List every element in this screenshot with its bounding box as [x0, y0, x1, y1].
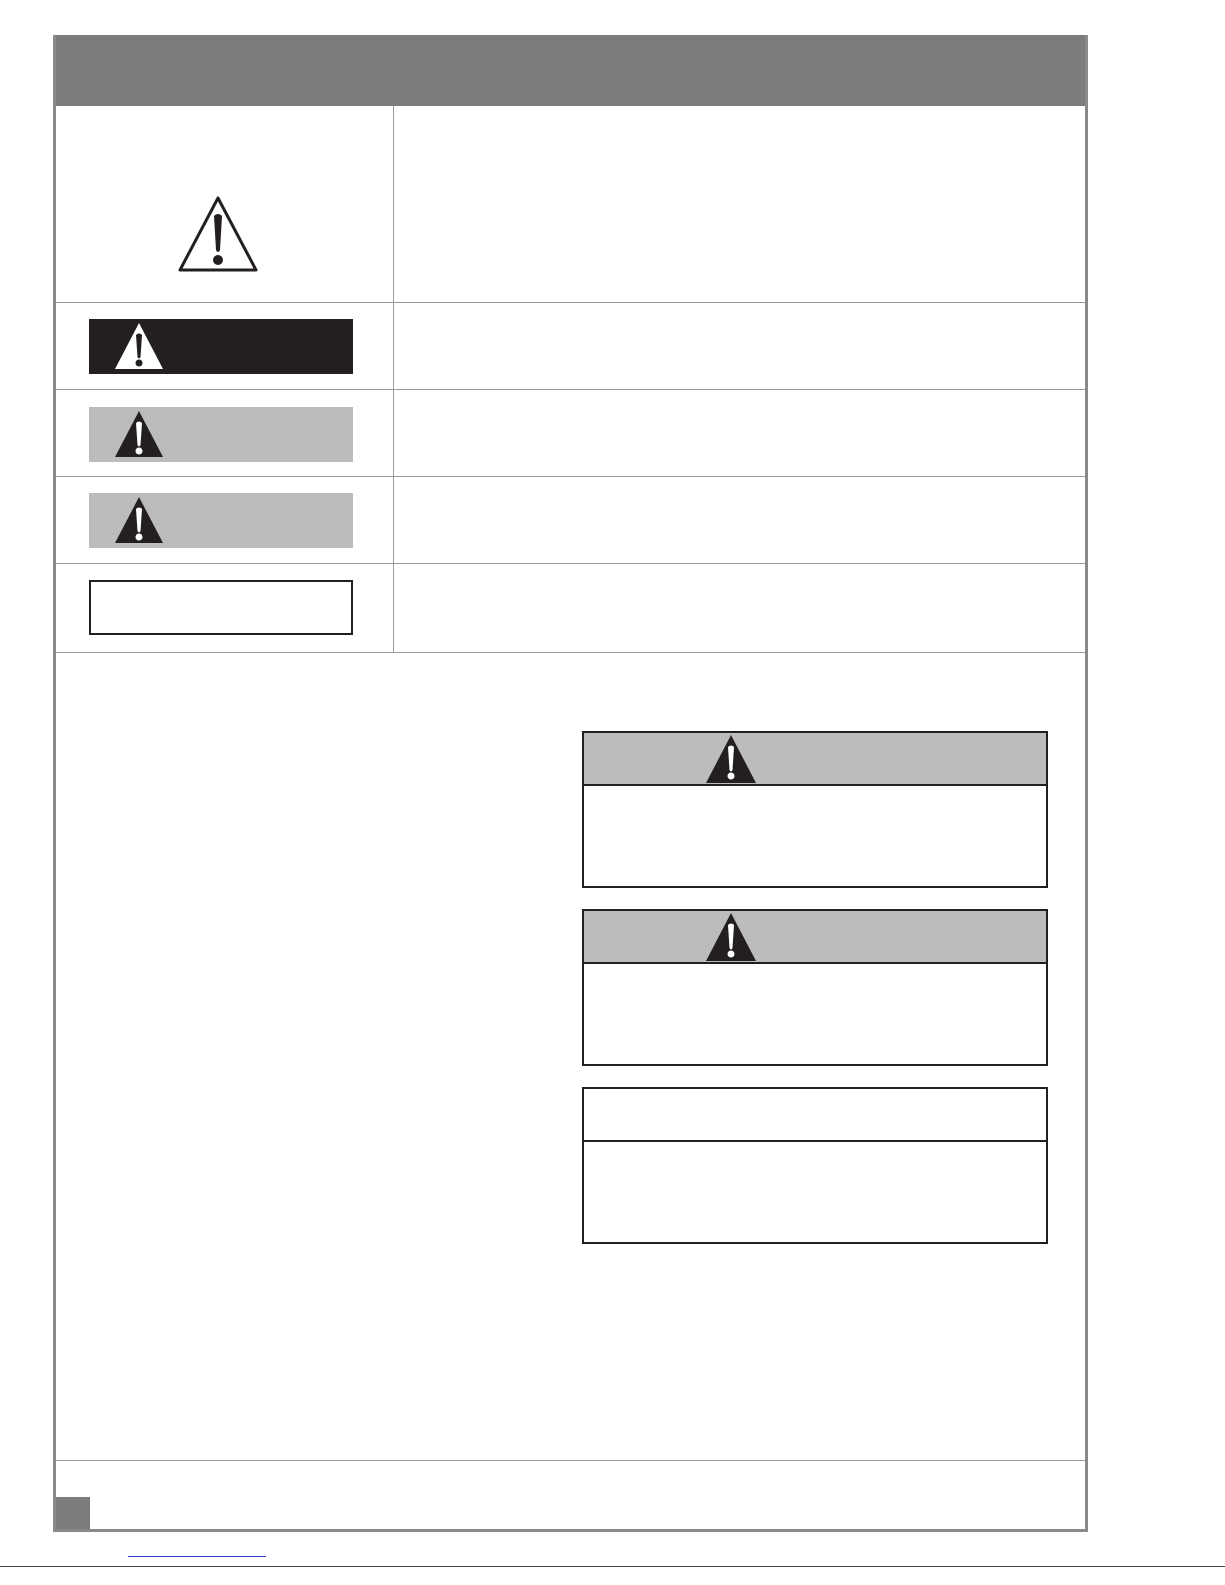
warning-callout-header [584, 733, 1046, 786]
footer-divider [56, 1460, 1085, 1461]
alert-icon [113, 321, 165, 371]
alert-icon [704, 912, 758, 962]
warning-callout-box [582, 731, 1048, 888]
column-divider [393, 106, 394, 302]
caution-label [89, 493, 353, 548]
symbol-row-danger [56, 303, 1085, 390]
caution-callout-header [584, 911, 1046, 964]
symbol-row-warning [56, 390, 1085, 477]
symbol-row-alert [56, 106, 1085, 303]
column-divider [393, 303, 394, 389]
symbol-row-caution [56, 477, 1085, 564]
column-divider [393, 390, 394, 476]
footer-rule [0, 1566, 1225, 1567]
column-divider [393, 477, 394, 563]
page-number-tab [56, 1497, 90, 1529]
caution-callout-box [582, 909, 1048, 1066]
column-divider [393, 564, 394, 652]
danger-label [89, 319, 353, 374]
alert-icon [704, 734, 758, 784]
alert-icon [113, 409, 165, 459]
alert-icon [113, 495, 165, 545]
notice-callout-box [582, 1087, 1048, 1244]
safety-alert-icon [176, 194, 260, 274]
notice-callout-header [584, 1089, 1046, 1142]
footer-link-underline[interactable] [128, 1556, 266, 1557]
notice-label [89, 580, 353, 635]
warning-label [89, 407, 353, 462]
symbol-row-notice [56, 564, 1085, 653]
